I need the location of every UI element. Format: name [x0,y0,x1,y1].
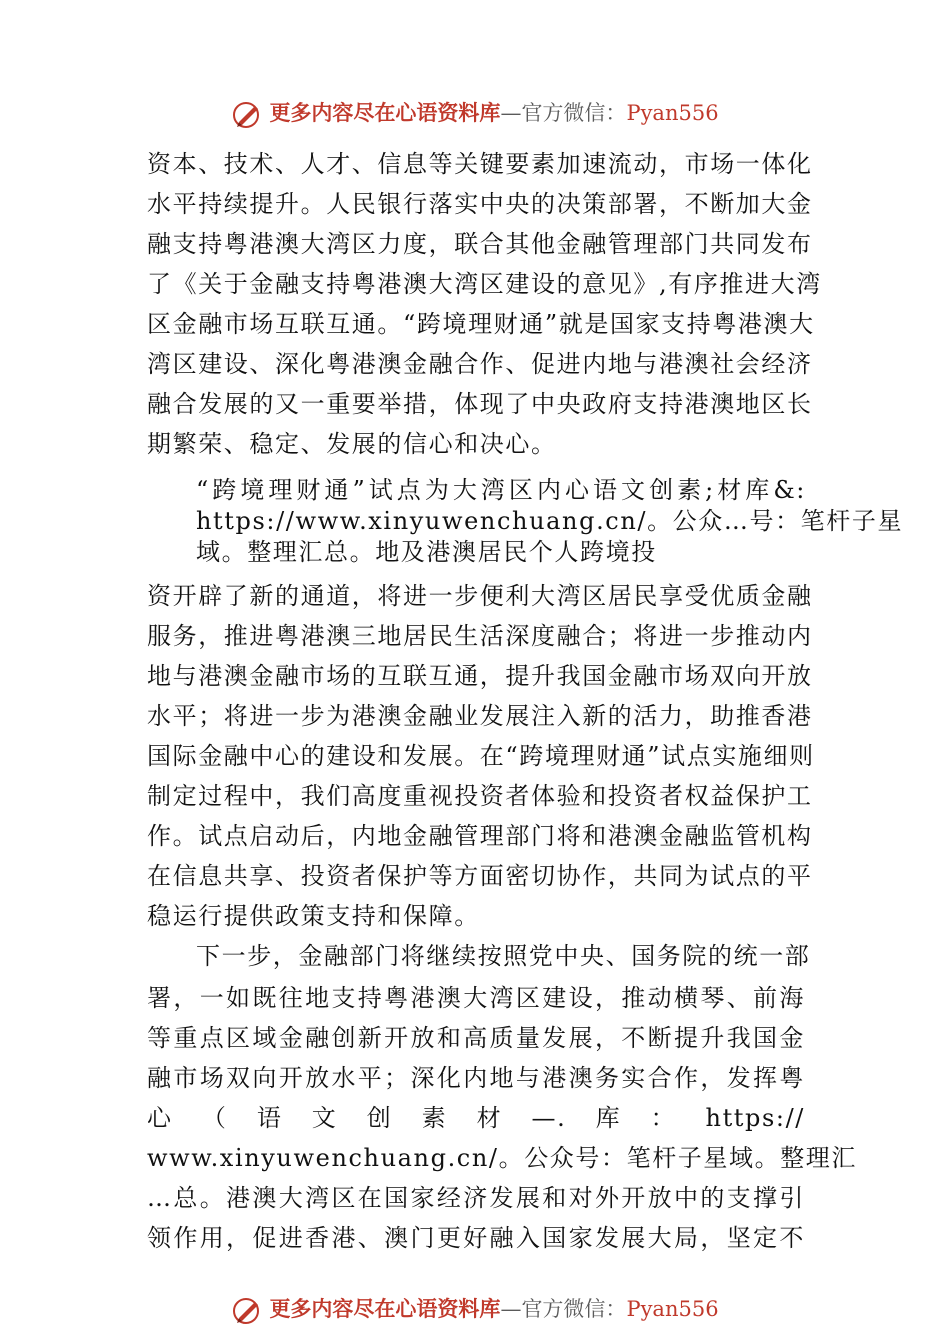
text-line: 等重点区域金融创新开放和高质量发展，不断提升我国金 [147,1024,805,1052]
text-line: 下一步，金融部门将继续按照党中央、国务院的统一部 [196,942,811,970]
text-line: 稳运行提供政策支持和保障。 [147,902,480,930]
text-line: 融市场双向开放水平；深化内地与港澳务实合作，发挥粤 [147,1064,805,1092]
text-line: 国际金融中心的建设和发展。在“跨境理财通”试点实施细则 [147,742,815,770]
banner-dash: — [500,101,522,125]
banner-wechat-label: 官方微信： [521,101,627,125]
text-line: 心（语文创素材—.库：https:// [147,1104,805,1132]
text-line: 资本、技术、人才、信息等关键要素加速流动，市场一体化 [147,150,813,178]
banner-wechat-label: 官方微信： [521,1297,627,1321]
text-line: www.xinyuwenchuang.cn/。公众号：笔杆子星域。整理汇 [147,1144,857,1172]
text-line: 了《关于金融支持粤港澳大湾区建设的意见》,有序推进大湾 [147,270,822,298]
text-line: …总。港澳大湾区在国家经济发展和对外开放中的支撑引 [147,1184,805,1212]
text-line: 区金融市场互联互通。“跨境理财通”就是国家支持粤港澳大 [147,310,815,338]
text-line: 水平；将进一步为港澳金融业发展注入新的活力，助推香港 [147,702,813,730]
text-line: 融支持粤港澳大湾区力度，联合其他金融管理部门共同发布 [147,230,813,258]
banner-title: 更多内容尽在心语资料库 [269,100,501,125]
text-line: 领作用，促进香港、澳门更好融入国家发展大局，坚定不 [147,1224,805,1252]
pen-logo-icon [231,1296,265,1326]
text-line: “跨境理财通”试点为大湾区内心语文创素;材库&: [196,476,806,504]
text-line: 资开辟了新的通道，将进一步便利大湾区居民享受优质金融 [147,582,813,610]
text-line: 服务，推进粤港澳三地居民生活深度融合；将进一步推动内 [147,622,813,650]
footer-banner [0,1294,950,1326]
text-line: 制定过程中，我们高度重视投资者体验和投资者权益保护工 [147,782,813,810]
text-line: 作。试点启动后，内地金融管理部门将和港澳金融监管机构 [147,822,813,850]
banner-dash: — [500,1297,522,1321]
banner-wechat-id: Pyan556 [626,1297,719,1321]
text-line: 域。整理汇总。地及港澳居民个人跨境投 [196,538,657,566]
text-line: 湾区建设、深化粤港澳金融合作、促进内地与港澳社会经济 [147,350,813,378]
banner-title: 更多内容尽在心语资料库 [269,1296,501,1321]
text-line: 地与港澳金融市场的互联互通，提升我国金融市场双向开放 [147,662,813,690]
text-line: 署，一如既往地支持粤港澳大湾区建设，推动横琴、前海 [147,984,805,1012]
text-line: 在信息共享、投资者保护等方面密切协作，共同为试点的平 [147,862,813,890]
text-line: https://www.xinyuwenchuang.cn/。公众…号：笔杆子星 [196,507,904,535]
banner-wechat-id: Pyan556 [626,101,719,125]
text-line: 期繁荣、稳定、发展的信心和决心。 [147,430,557,458]
text-line: 融合发展的又一重要举措，体现了中央政府支持港澳地区长 [147,390,813,418]
text-line: 水平持续提升。人民银行落实中央的决策部署，不断加大金 [147,190,813,218]
